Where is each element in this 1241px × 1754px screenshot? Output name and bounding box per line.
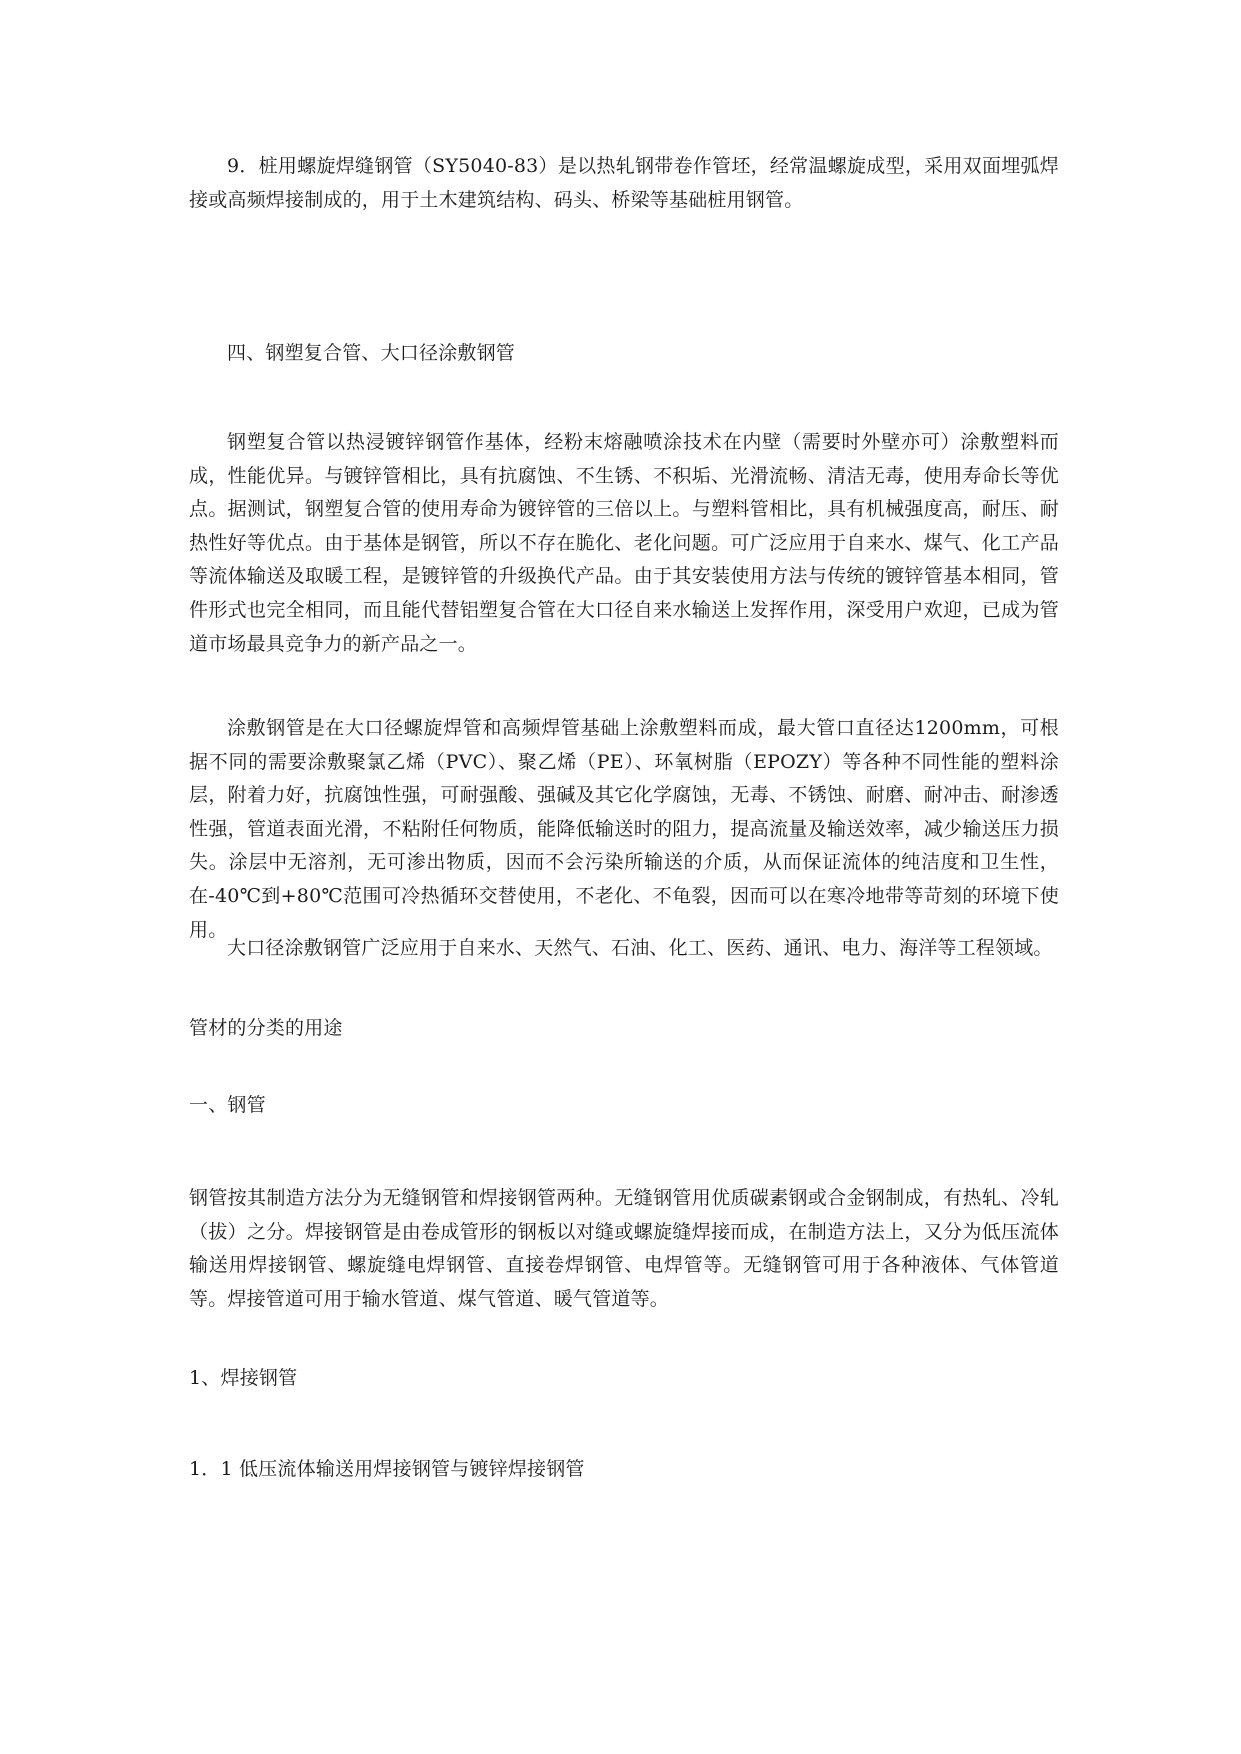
paragraph-pile-spiral-pipe: 9．桩用螺旋焊缝钢管（SY5040-83）是以热轧钢带卷作管坯，经常温螺旋成型，采用双面埋弧焊接或高频焊接制成的，用于土木建筑结构、码头、桥梁等基础桩用钢管。 bbox=[189, 155, 1059, 211]
heading-low-pressure-welded-pipe: 1．1 低压流体输送用焊接钢管与镀锌焊接钢管 bbox=[189, 1458, 585, 1480]
paragraph-coated-steel-pipe: 涂敷钢管是在大口径螺旋焊管和高频焊管基础上涂敷塑料而成，最大管口直径达1200mm，可根据不同的需要涂敷聚氯乙烯（PVC）、聚乙烯（PE）、环氧树脂（EPOZY）等各种不同性能的塑料涂层，附着力好，抗腐蚀性强，可耐强酸、强碱及其它化学腐蚀，无毒、不锈蚀、耐磨、耐冲击、耐渗透性强，管道表面光滑，不粘附任何物质，能降低输送时的阻力，提高流量及输送效率，减少输送压力损失。涂层中无溶剂，无可渗出物质，因而不会污染所输送的介质，从而保证流体的纯洁度和卫生性，在-40℃到+80℃范围可冷热循环交替使用，不老化、不龟裂，因而可以在寒冷地带等苛刻的环境下使用。 bbox=[189, 717, 1059, 941]
heading-welded-steel-pipe: 1、焊接钢管 bbox=[189, 1367, 298, 1389]
heading-pipe-classification: 管材的分类的用途 bbox=[189, 1017, 343, 1039]
section-heading-steel-plastic-composite-pipe: 四、钢塑复合管、大口径涂敷钢管 bbox=[227, 342, 516, 364]
paragraph-steel-pipe-types: 钢管按其制造方法分为无缝钢管和焊接钢管两种。无缝钢管用优质碳素钢或合金钢制成，有热轧、冷轧（拔）之分。焊接钢管是由卷成管形的钢板以对缝或螺旋缝焊接而成，在制造方法上，又分为低压流体输送用焊接钢管、螺旋缝电焊钢管、直接卷焊钢管、电焊管等。无缝钢管可用于各种液体、气体管道等。焊接管道可用于输水管道、煤气管道、暖气管道等。 bbox=[189, 1187, 1059, 1310]
paragraph-steel-plastic-composite-pipe: 钢塑复合管以热浸镀锌钢管作基体，经粉末熔融喷涂技术在内壁（需要时外壁亦可）涂敷塑料而成，性能优异。与镀锌管相比，具有抗腐蚀、不生锈、不积垢、光滑流畅、清洁无毒，使用寿命长等优点。据测试，钢塑复合管的使用寿命为镀锌管的三倍以上。与塑料管相比，具有机械强度高，耐压、耐热性好等优点。由于基体是钢管，所以不存在脆化、老化问题。可广泛应用于自来水、煤气、化工产品等流体输送及取暖工程，是镀锌管的升级换代产品。由于其安装使用方法与传统的镀锌管基本相同，管件形式也完全相同，而且能代替铝塑复合管在大口径自来水输送上发挥作用，深受用户欢迎，已成为管道市场最具竞争力的新产品之一。 bbox=[189, 431, 1059, 655]
heading-steel-pipe: 一、钢管 bbox=[189, 1094, 266, 1116]
paragraph-coated-pipe-applications: 大口径涂敷钢管广泛应用于自来水、天然气、石油、化工、医药、通讯、电力、海洋等工程领域。 bbox=[227, 937, 1053, 959]
